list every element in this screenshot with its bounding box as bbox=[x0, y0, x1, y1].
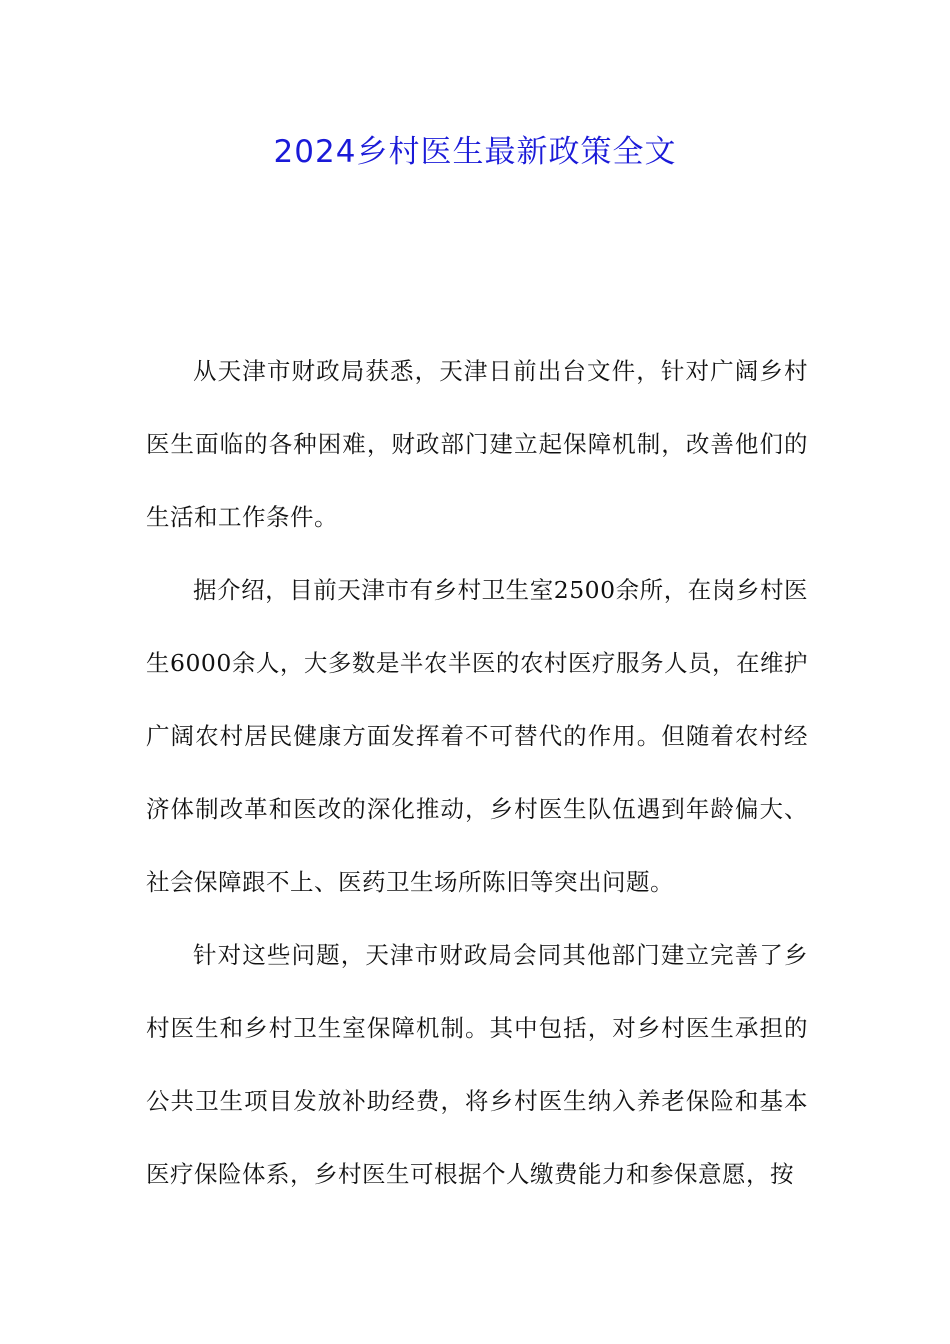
document-body bbox=[146, 335, 808, 1211]
paragraph-3: 针对这些问题，天津市财政局会同其他部门建立完善了乡村医生和乡村卫生室保障机制。其中包括，对乡村医生承担的公共卫生项目发放补助经费，将乡村医生纳入养老保险和基本医疗保险体系，乡村医生可根据个人缴费能力和参保意愿，按 bbox=[146, 941, 808, 1188]
paragraph-1: 从天津市财政局获悉，天津日前出台文件，针对广阔乡村医生面临的各种困难，财政部门建立起保障机制，改善他们的生活和工作条件。 bbox=[146, 357, 808, 531]
document-title: 2024乡村医生最新政策全文 bbox=[273, 134, 677, 170]
paragraph-2: 据介绍，目前天津市有乡村卫生室2500余所，在岗乡村医生6000余人，大多数是半农半医的农村医疗服务人员，在维护广阔农村居民健康方面发挥着不可替代的作用。但随着农村经济体制改革和医改的深化推动，乡村医生队伍遇到年龄偏大、社会保障跟不上、医药卫生场所陈旧等突出问题。 bbox=[146, 576, 808, 896]
